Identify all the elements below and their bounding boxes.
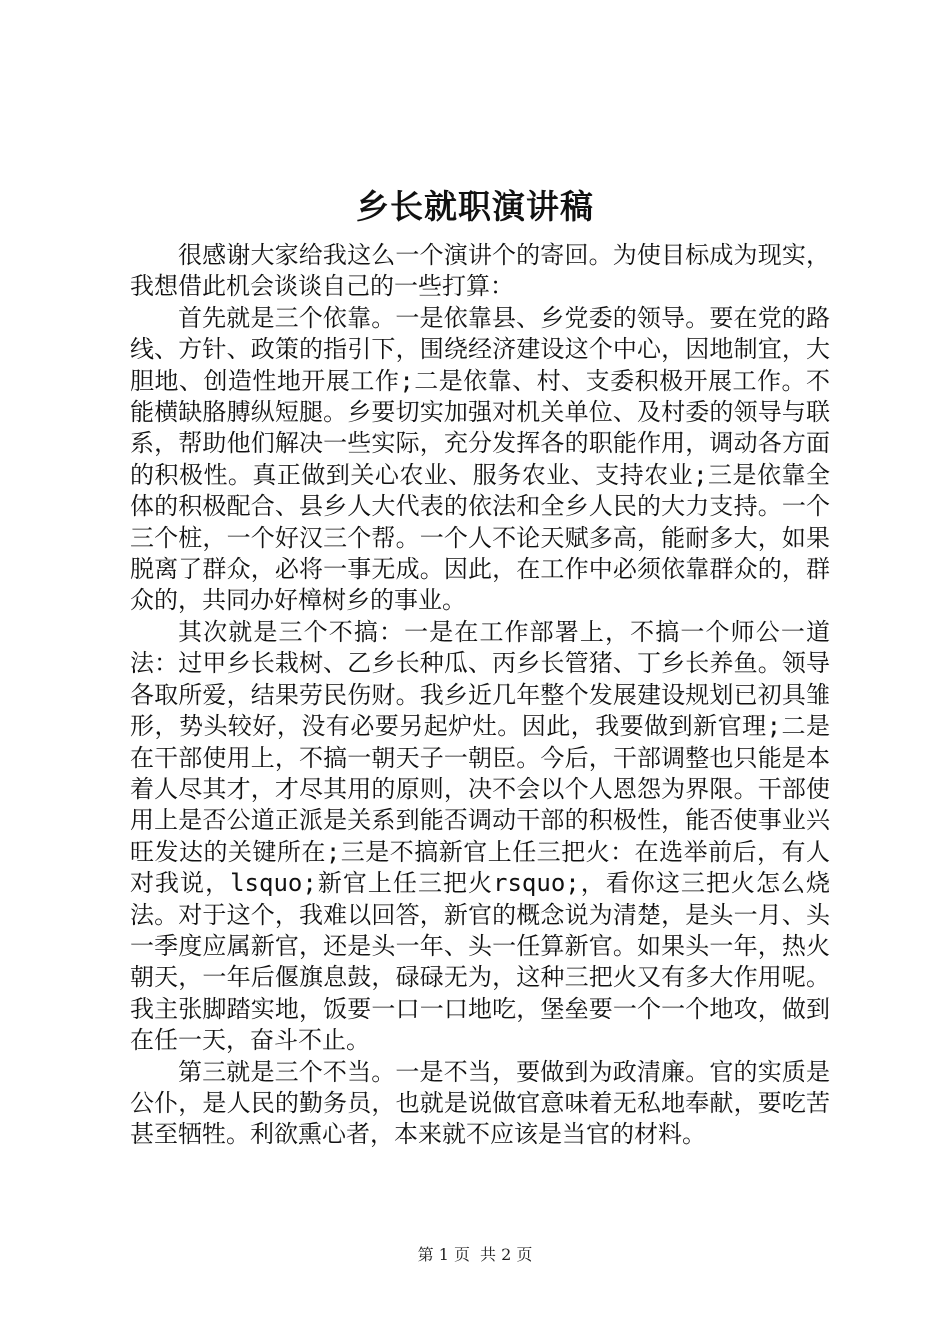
document-body [130,240,830,1151]
page-footer [0,1244,950,1266]
paragraph-intro: 很感谢大家给我这么一个演讲个的寄回。为使目标成为现实，我想借此机会谈谈自己的一些打算： [130,241,830,301]
page-number: 第 1 页 [417,1245,470,1264]
paragraph-three-donts: 其次就是三个不搞：一是在工作部署上，不搞一个师公一道法：过甲乡长栽树、乙乡长种瓜、丙乡长管猪、丁乡长养鱼。领导各取所爱，结果劳民伤财。我乡近几年整个发展建设规划已初具雏形，势头较好，没有必要另起炉灶。因此，我要做到新官理;二是在干部使用上，不搞一朝天子一朝臣。今后，干部调整也只能是本着人尽其才，才尽其用的原则，决不会以个人恩怨为界限。干部使用上是否公道正派是关系到能否调动干部的积极性，能否使事业兴旺发达的关键所在;三是不搞新官上任三把火：在选举前后，有人对我说，lsquo;新官上任三把火rsquo;，看你这三把火怎么烧法。对于这个，我难以回答，新官的概念说为清楚，是头一月、头一季度应属新官，还是头一年、头一任算新官。如果头一年，热火朝天，一年后偃旗息鼓，碌碌无为，这种三把火又有多大作用呢。我主张脚踏实地，饭要一口一口地吃，堡垒要一个一个地攻，做到在任一天，奋斗不止。 [130,617,830,1055]
page-total: 共 2 页 [480,1245,533,1264]
paragraph-three-not-be: 第三就是三个不当。一是不当，要做到为政清廉。官的实质是公仆，是人民的勤务员，也就是说做官意味着无私地奉献，要吃苦甚至牺牲。利欲熏心者，本来就不应该是当官的材料。 [130,1057,830,1149]
paragraph-three-reliances: 首先就是三个依靠。一是依靠县、乡党委的领导。要在党的路线、方针、政策的指引下，围绕经济建设这个中心，因地制宜，大胆地、创造性地开展工作;二是依靠、村、支委积极开展工作。不能横缺胳膊纵短腿。乡要切实加强对机关单位、及村委的领导与联系，帮助他们解决一些实际，充分发挥各的职能作用，调动各方面的积极性。真正做到关心农业、服务农业、支持农业;三是依靠全体的积极配合、县乡人大代表的依法和全乡人民的大力支持。一个三个桩，一个好汉三个帮。一个人不论天赋多高，能耐多大，如果脱离了群众，必将一事无成。因此，在工作中必须依靠群众的，群众的，共同办好樟树乡的事业。 [130,303,830,615]
document-title: 乡长就职演讲稿 [356,187,594,226]
